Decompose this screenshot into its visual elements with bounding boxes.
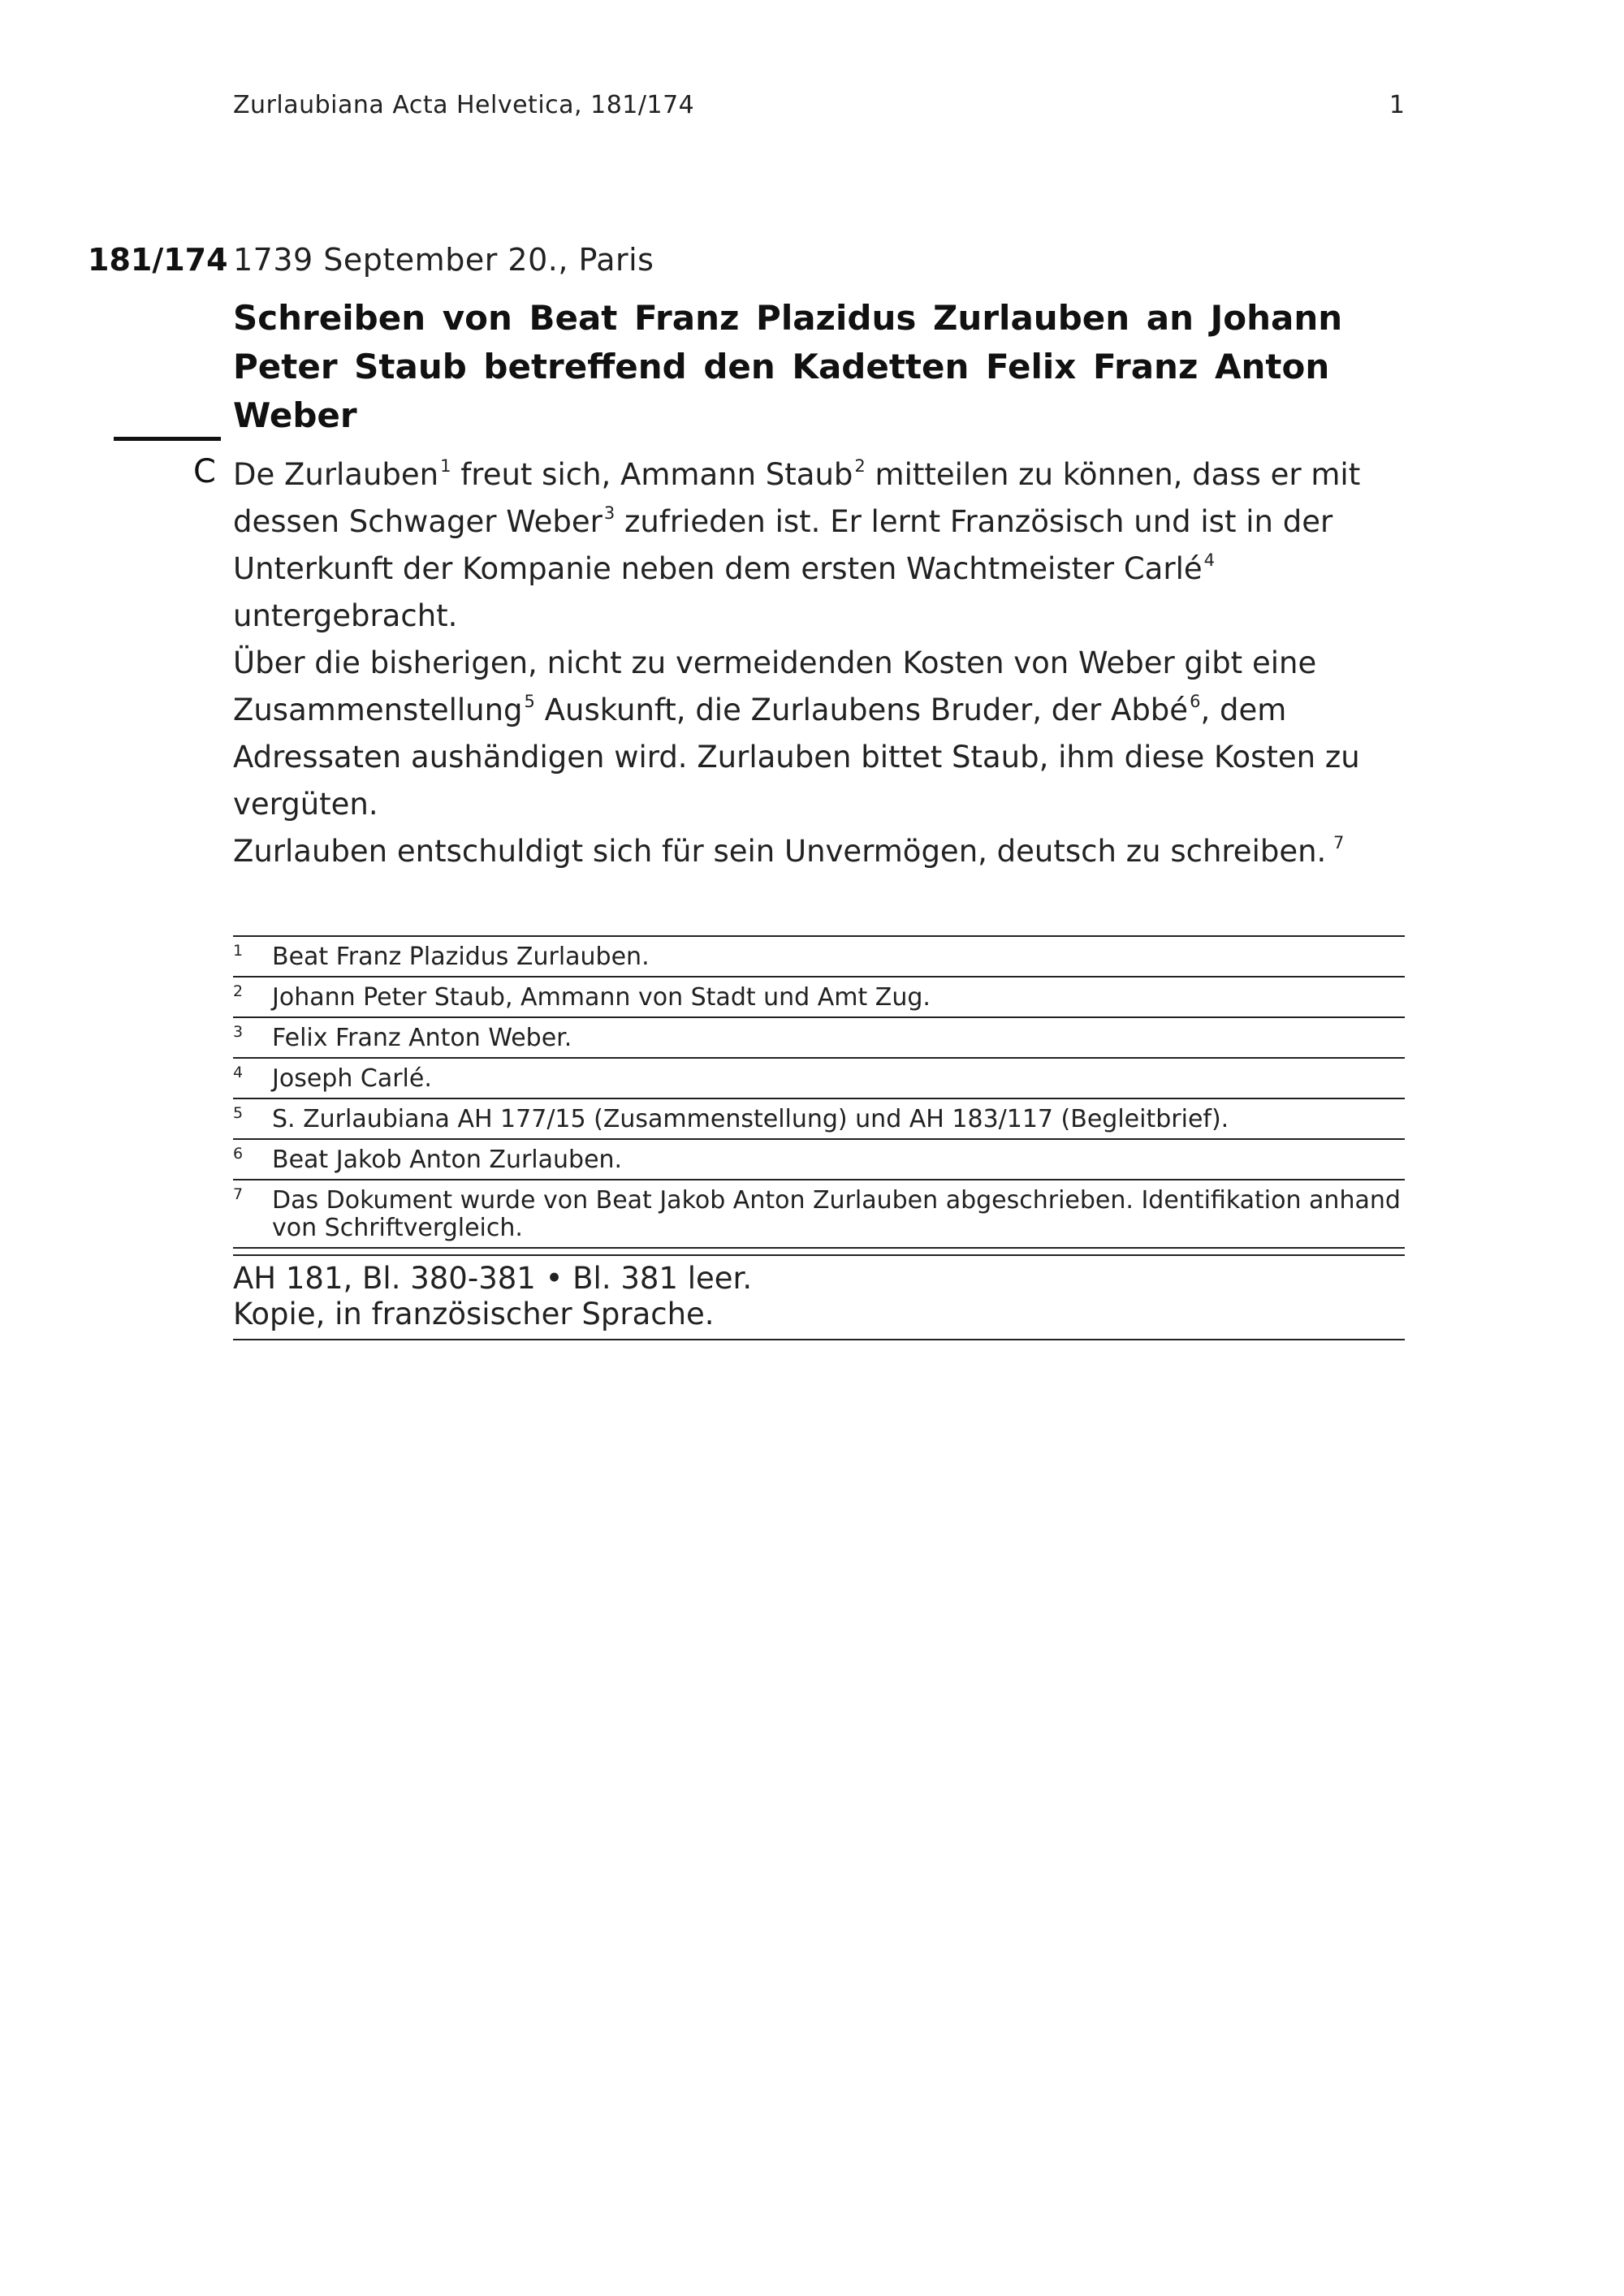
- footnote-ref[interactable]: 7: [1328, 833, 1345, 852]
- footnote-number: 5: [233, 1104, 244, 1122]
- footnote-text: Das Dokument wurde von Beat Jakob Anton Zurlauben abgeschrieben. Identifikation anhand von Schriftvergleich.: [272, 1186, 1401, 1242]
- footnote-ref[interactable]: 5: [524, 692, 535, 711]
- document-date-place: 1739 September 20., Paris: [233, 242, 654, 278]
- regest-text: De Zurlauben: [233, 457, 439, 492]
- footnote-number: 1: [233, 942, 244, 960]
- regest-text: freut sich, Ammann Staub: [451, 457, 853, 492]
- footnote-row: [233, 978, 1405, 1018]
- source-line-2: Kopie, in französischer Sprache.: [233, 1297, 715, 1331]
- footnote-row: [233, 937, 1405, 978]
- footnote-text: Joseph Carlé.: [272, 1064, 432, 1093]
- footnote-number: 3: [233, 1023, 244, 1041]
- footnote-row: [233, 1059, 1405, 1099]
- footnote-text: Beat Franz Plazidus Zurlauben.: [272, 943, 650, 971]
- regest-text: Zurlauben entschuldigt sich für sein Unvermögen, deutsch zu schreiben.: [233, 834, 1327, 869]
- margin-rule: [114, 437, 221, 441]
- footnote-text: Johann Peter Staub, Ammann von Stadt und Amt Zug.: [272, 983, 931, 1012]
- document-number: 181/174: [88, 242, 228, 278]
- footnote-number: 6: [233, 1145, 244, 1163]
- footnote-number: 7: [233, 1185, 244, 1203]
- regest-text: untergebracht.: [233, 598, 458, 633]
- regest-text: Über die bisherigen, nicht zu vermeidenden Kosten von Weber gibt eine Zusammenstellung: [233, 645, 1317, 727]
- regest-paragraph-2: [233, 640, 1419, 828]
- footnote-row: [233, 1140, 1405, 1180]
- version-mark: C: [193, 453, 216, 490]
- document-title: Schreiben von Beat Franz Plazidus Zurlauben an Johann Peter Staub betreffend den Kadetten Felix Franz Anton Weber: [233, 298, 1343, 435]
- source-note: [233, 1254, 1405, 1340]
- footnote-number: 4: [233, 1064, 244, 1081]
- footnote-ref[interactable]: 1: [440, 456, 451, 476]
- running-header: Zurlaubiana Acta Helvetica, 181/174: [233, 91, 695, 119]
- footnote-number: 2: [233, 982, 244, 1000]
- page-number: 1: [1389, 91, 1405, 119]
- footnote-ref[interactable]: 6: [1190, 692, 1201, 711]
- regest-paragraph-3: [233, 828, 1419, 875]
- footnote-ref[interactable]: 3: [603, 503, 615, 523]
- source-line-1: AH 181, Bl. 380-381 • Bl. 381 leer.: [233, 1261, 753, 1296]
- footnote-row: [233, 1099, 1405, 1140]
- regest: [233, 451, 1419, 875]
- footnote-ref[interactable]: 4: [1203, 550, 1215, 570]
- footnote-row: [233, 1180, 1405, 1249]
- regest-text: mitteilen zu können, dass er mit dessen Schwager Weber: [233, 457, 1361, 539]
- regest-text: , dem Adressaten aushändigen wird. Zurlauben bittet Staub, ihm diese Kosten zu vergüten.: [233, 693, 1360, 822]
- footnote-text: Beat Jakob Anton Zurlauben.: [272, 1146, 623, 1174]
- footnote-ref[interactable]: 2: [854, 456, 866, 476]
- regest-text: Auskunft, die Zurlaubens Bruder, der Abbé: [534, 693, 1189, 727]
- footnote-text: S. Zurlaubiana AH 177/15 (Zusammenstellung) und AH 183/117 (Begleitbrief).: [272, 1105, 1229, 1133]
- regest-paragraph-1: [233, 451, 1419, 640]
- footnotes: [233, 935, 1405, 1249]
- footnote-row: [233, 1018, 1405, 1059]
- regest-text: zufrieden ist. Er lernt Französisch und ist in der Unterkunft der Kompanie neben dem ersten Wachtmeister Carlé: [233, 504, 1333, 586]
- footnote-text: Felix Franz Anton Weber.: [272, 1024, 572, 1052]
